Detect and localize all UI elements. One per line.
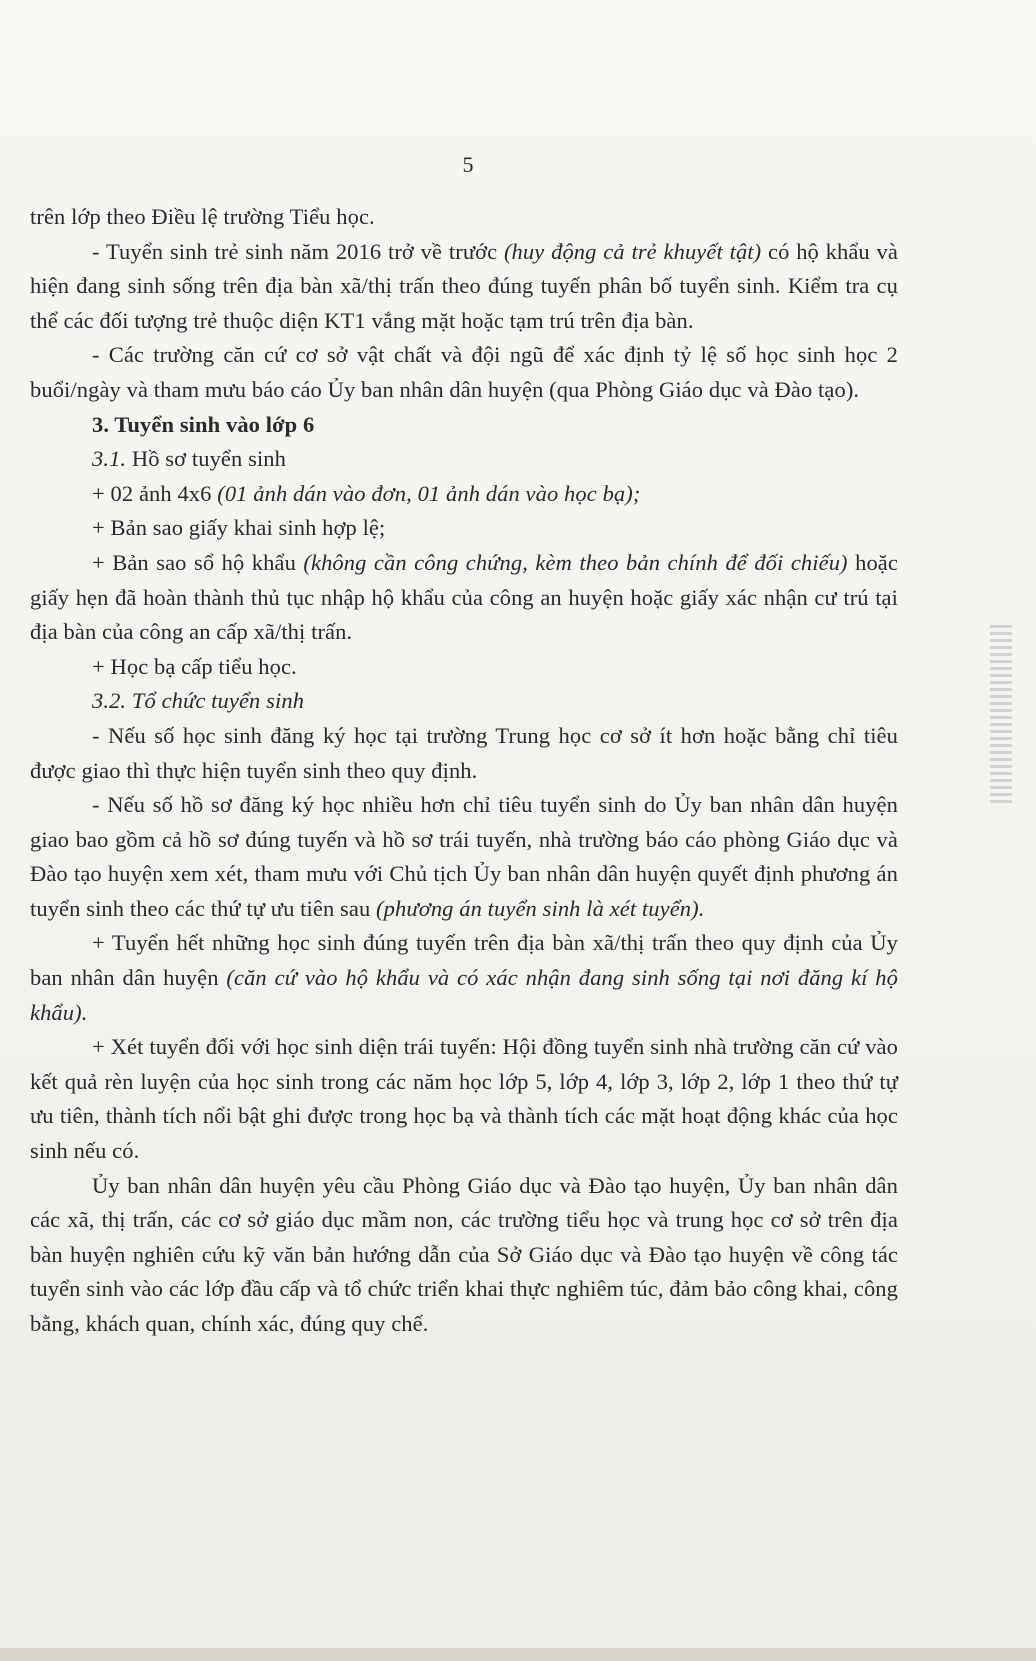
- text: + Tuyển hết những học sinh đúng tuyến trên địa bàn xã/thị trấn theo quy định của Ủy ban nhân dân huyện: [30, 930, 898, 991]
- list-item: + Bản sao giấy khai sinh hợp lệ;: [92, 515, 386, 541]
- text: + 02 ảnh 4x6: [92, 480, 218, 506]
- subsection-heading: [30, 442, 898, 477]
- text: trên lớp theo Điều lệ trường Tiểu học.: [30, 204, 375, 229]
- paragraph: + Xét tuyển đối với học sinh diện trái tuyến: Hội đồng tuyển sinh nhà trường căn cứ vào kết quả rèn luyện của học sinh trong các năm học lớp 5, lớp 4, lớp 3, lớp 2, lớp 1 theo thứ tự ưu tiên, thành tích nổi bật ghi được trong học bạ và thành tích các mặt hoạt động khác của học sinh nếu có.: [30, 1034, 898, 1164]
- paragraph: [30, 926, 898, 1030]
- text: có hộ khẩu và hiện đang sinh sống trên địa bàn xã/thị trấn theo đúng tuyến phân bố tuyển sinh. Kiểm tra cụ thể các đối tượng trẻ thuộc diện KT1 vắng mặt hoặc tạm trú trên địa bàn.: [30, 238, 898, 333]
- text: - Nếu số hồ sơ đăng ký học nhiều hơn chỉ tiêu tuyển sinh do Ủy ban nhân dân huyện giao bao gồm cả hồ sơ đúng tuyến và hồ sơ trái tuyến, nhà trường báo cáo phòng Giáo dục và Đào tạo huyện xem xét, tham mưu với Chủ tịch Ủy ban nhân dân huyện quyết định phương án tuyển sinh theo các thứ tự ưu tiên sau: [30, 792, 898, 921]
- paragraph: Ủy ban nhân dân huyện yêu cầu Phòng Giáo dục và Đào tạo huyện, Ủy ban nhân dân các xã, thị trấn, các cơ sở giáo dục mầm non, các trường tiểu học và trung học cơ sở trên địa bàn huyện nghiên cứu kỹ văn bản hướng dẫn của Sở Giáo dục và Đào tạo huyện về công tác tuyển sinh vào các lớp đầu cấp và tổ chức triển khai thực nghiêm túc, đảm bảo công khai, công bằng, khách quan, chính xác, đúng quy chế.: [30, 1172, 898, 1336]
- paragraph: [30, 235, 898, 339]
- text: + Bản sao sổ hộ khẩu: [92, 549, 304, 575]
- text: - Tuyển sinh trẻ sinh năm 2016 trở về trước: [92, 238, 504, 264]
- italic-text: (huy động cả trẻ khuyết tật): [503, 238, 762, 264]
- paragraph: [30, 788, 898, 926]
- text: hoặc giấy hẹn đã hoàn thành thủ tục nhập hộ khẩu của công an huyện hoặc giấy xác nhận cư trú tại địa bàn của công an cấp xã/thị trấn.: [30, 549, 898, 645]
- list-item: [30, 546, 898, 650]
- italic-text: (01 ảnh dán vào đơn, 01 ảnh dán vào học bạ);: [217, 480, 641, 506]
- paragraph: [30, 200, 898, 235]
- paragraph: - Nếu số học sinh đăng ký học tại trường Trung học cơ sở ít hơn hoặc bằng chỉ tiêu được giao thì thực hiện tuyển sinh theo quy định.: [30, 722, 898, 783]
- document-body: [30, 200, 898, 1342]
- italic-text: (căn cứ vào hộ khẩu và có xác nhận đang sinh sống tại nơi đăng kí hộ khẩu).: [30, 965, 898, 1025]
- paragraph: [30, 338, 898, 407]
- list-item: [30, 477, 898, 512]
- italic-text: (không cần công chứng, kèm theo bản chính để đối chiếu): [303, 549, 848, 575]
- subsection-heading: 3.2. Tổ chức tuyển sinh: [92, 688, 305, 714]
- text: - Các trường căn cứ cơ sở vật chất và đội ngũ để xác định tỷ lệ số học sinh học 2 buổi/ngày và tham mưu báo cáo Ủy ban nhân dân huyện (qua Phòng Giáo dục và Đào tạo).: [30, 342, 898, 402]
- list-item: + Học bạ cấp tiểu học.: [92, 653, 297, 679]
- italic-text: (phương án tuyển sinh là xét tuyển).: [376, 895, 705, 921]
- page-bottom-edge: [0, 1648, 1036, 1661]
- section-heading: 3. Tuyển sinh vào lớp 6: [92, 411, 315, 437]
- page-number: 5: [462, 152, 474, 177]
- edge-stamp-mark: [990, 625, 1012, 805]
- italic-text: 3.1.: [92, 446, 127, 472]
- text: Hồ sơ tuyển sinh: [126, 446, 287, 472]
